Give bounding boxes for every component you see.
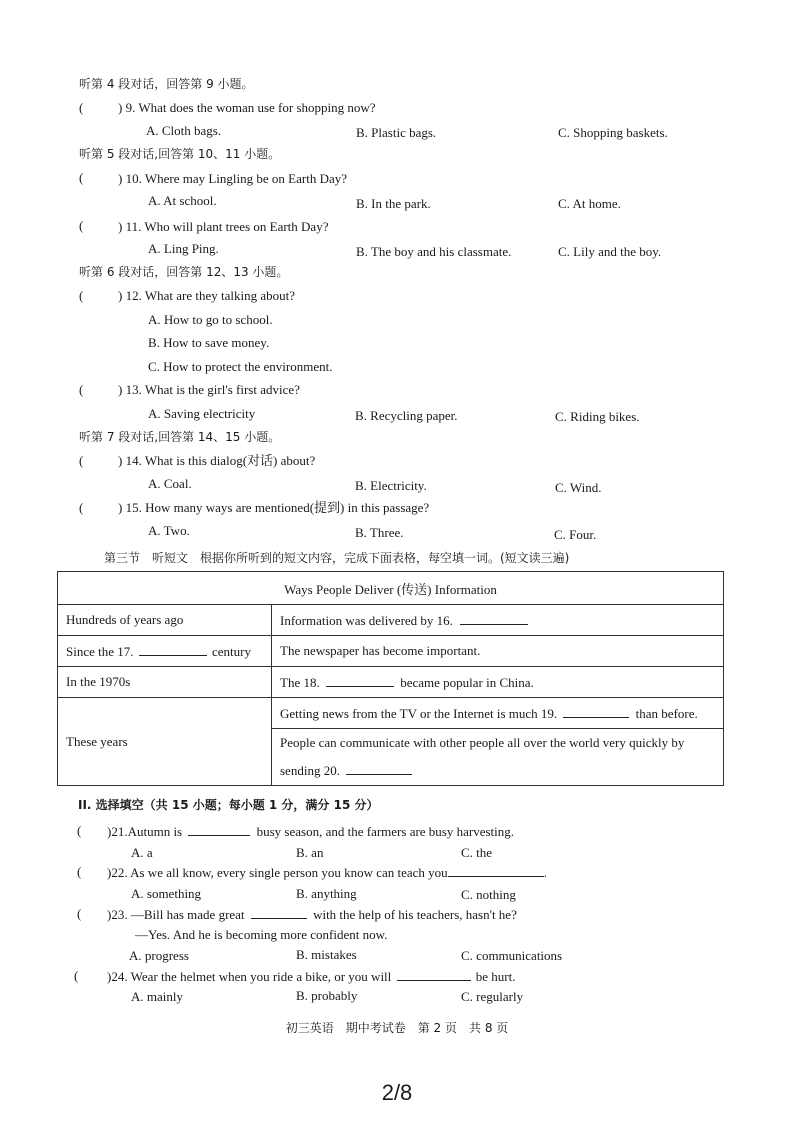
q9-option-c[interactable]: C. Shopping baskets. bbox=[558, 125, 668, 140]
blank-18[interactable] bbox=[326, 674, 394, 687]
table-cell-right bbox=[272, 698, 724, 729]
table-cell-right: The newspaper has become important. bbox=[272, 636, 724, 667]
q12-option-b[interactable]: B. How to save money. bbox=[148, 335, 270, 350]
q12-option-c[interactable]: C. How to protect the environment. bbox=[148, 359, 333, 374]
q23-blank[interactable] bbox=[251, 906, 307, 919]
table-cell-right bbox=[272, 667, 724, 698]
q14-option-b[interactable]: B. Electricity. bbox=[355, 478, 427, 493]
q21-stem-pre: )21.Autumn is bbox=[107, 824, 183, 839]
q12-stem: ) 12. What are they talking about? bbox=[118, 288, 296, 303]
q23-option-c[interactable]: C. communications bbox=[461, 948, 563, 963]
q9-option-b[interactable]: B. Plastic bags. bbox=[356, 125, 437, 140]
table-cell-left: Hundreds of years ago bbox=[58, 605, 272, 636]
q23-option-b[interactable]: B. mistakes bbox=[296, 947, 357, 962]
q11-option-b[interactable]: B. The boy and his classmate. bbox=[356, 244, 512, 259]
q22-stem-text: )22. As we all know, every single person you know can teach you bbox=[107, 865, 448, 880]
q24-option-a[interactable]: A. mainly bbox=[131, 989, 183, 1004]
page-number: 2/8 bbox=[381, 1080, 413, 1105]
q15-stem: ) 15. How many ways are mentioned(提到) in this passage? bbox=[118, 500, 430, 515]
q22-option-c[interactable]: C. nothing bbox=[461, 887, 516, 902]
q9-paren[interactable]: ( bbox=[79, 100, 84, 115]
q24-paren[interactable]: ( bbox=[74, 968, 79, 983]
q23-paren[interactable]: ( bbox=[77, 906, 82, 921]
q22-option-a[interactable]: A. something bbox=[131, 886, 202, 901]
q21-option-a[interactable]: A. a bbox=[131, 845, 153, 860]
q11-paren[interactable]: ( bbox=[79, 218, 84, 233]
q21-blank[interactable] bbox=[188, 823, 250, 836]
q15-paren[interactable]: ( bbox=[79, 500, 84, 515]
blank-20-line1: People can communicate with other people all over the world very quickly by bbox=[280, 735, 685, 750]
q9-stem: ) 9. What does the woman use for shopping now? bbox=[118, 100, 376, 115]
q23-stem-pre: )23. —Bill has made great bbox=[107, 907, 245, 922]
blank-17-pre: Since the 17. bbox=[66, 643, 134, 659]
table-cell-left: These years bbox=[58, 698, 272, 786]
q14-option-c[interactable]: C. Wind. bbox=[555, 480, 602, 495]
blank-19-pre: Getting news from the TV or the Internet is much 19. bbox=[280, 705, 558, 721]
q22-option-b[interactable]: B. anything bbox=[296, 886, 357, 901]
table-cell-right bbox=[272, 729, 724, 786]
blank-16[interactable] bbox=[460, 612, 528, 625]
q12-paren[interactable]: ( bbox=[79, 288, 84, 303]
q24-option-c[interactable]: C. regularly bbox=[461, 989, 524, 1004]
table-row bbox=[58, 636, 724, 667]
q21-paren[interactable]: ( bbox=[77, 823, 82, 838]
q24-option-b[interactable]: B. probably bbox=[296, 988, 358, 1003]
blank-17[interactable] bbox=[139, 643, 207, 656]
part-2-header: II. 选择填空（共 15 小题；每小题 1 分，满分 15 分） bbox=[78, 798, 379, 812]
blank-18-pre: The 18. bbox=[280, 674, 320, 690]
table-cell-left bbox=[58, 636, 272, 667]
q13-stem: ) 13. What is the girl's first advice? bbox=[118, 382, 300, 397]
q22-blank[interactable] bbox=[448, 864, 544, 877]
q22-stem: )22. As we all know, every single person you know can teach you . bbox=[107, 865, 547, 880]
blank-20-line2: sending 20. bbox=[280, 763, 340, 778]
q14-option-a[interactable]: A. Coal. bbox=[148, 476, 192, 491]
q21-option-b[interactable]: B. an bbox=[296, 845, 324, 860]
q15-option-c[interactable]: C. Four. bbox=[554, 527, 597, 542]
dialogue-5-header: 听第 5 段对话,回答第 10、11 小题。 bbox=[79, 147, 281, 161]
q13-option-c[interactable]: C. Riding bikes. bbox=[555, 409, 640, 424]
q11-option-a[interactable]: A. Ling Ping. bbox=[148, 241, 219, 256]
table-cell-left: In the 1970s bbox=[58, 667, 272, 698]
q15-option-b[interactable]: B. Three. bbox=[355, 525, 404, 540]
q13-option-b[interactable]: B. Recycling paper. bbox=[355, 408, 458, 423]
q14-paren[interactable]: ( bbox=[79, 453, 84, 468]
section-3-instruction: 第三节 听短文 根据你所听到的短文内容，完成下面表格，每空填一词。(短文读三遍) bbox=[104, 551, 570, 565]
q15-option-a[interactable]: A. Two. bbox=[148, 523, 190, 538]
table-title: Ways People Deliver (传送) Information bbox=[58, 572, 724, 605]
q13-paren[interactable]: ( bbox=[79, 382, 84, 397]
q10-stem: ) 10. Where may Lingling be on Earth Day? bbox=[118, 171, 347, 186]
info-table bbox=[57, 571, 724, 786]
table-row bbox=[58, 667, 724, 698]
q10-option-b[interactable]: B. In the park. bbox=[356, 196, 431, 211]
dialogue-4-header: 听第 4 段对话，回答第 9 小题。 bbox=[79, 77, 254, 91]
q14-stem: ) 14. What is this dialog(对话) about? bbox=[118, 453, 316, 468]
q23-option-a[interactable]: A. progress bbox=[129, 948, 189, 963]
dialogue-7-header: 听第 7 段对话,回答第 14、15 小题。 bbox=[79, 430, 281, 444]
blank-18-post: became popular in China. bbox=[400, 674, 534, 690]
q10-paren[interactable]: ( bbox=[79, 170, 84, 185]
q23-reply: —Yes. And he is becoming more confident now. bbox=[135, 927, 388, 942]
q10-option-a[interactable]: A. At school. bbox=[148, 193, 217, 208]
q9-option-a[interactable]: A. Cloth bags. bbox=[146, 123, 222, 138]
q21-option-c[interactable]: C. the bbox=[461, 845, 493, 860]
q11-option-c[interactable]: C. Lily and the boy. bbox=[558, 244, 662, 259]
q23-stem-post: with the help of his teachers, hasn't he? bbox=[313, 907, 517, 922]
page-footer: 初三英语 期中考试卷 第 2 页 共 8 页 bbox=[285, 1021, 509, 1035]
q12-option-a[interactable]: A. How to go to school. bbox=[148, 312, 273, 327]
table-row bbox=[58, 605, 724, 636]
blank-19-post: than before. bbox=[635, 705, 698, 721]
table-row bbox=[58, 698, 724, 729]
q11-stem: ) 11. Who will plant trees on Earth Day? bbox=[118, 219, 329, 234]
q24-stem-pre: )24. Wear the helmet when you ride a bike, or you will bbox=[107, 969, 392, 984]
q24-stem bbox=[107, 968, 516, 985]
table-cell-right bbox=[272, 605, 724, 636]
q24-stem-post: be hurt. bbox=[475, 969, 516, 984]
q21-stem-post: busy season, and the farmers are busy harvesting. bbox=[256, 824, 515, 839]
q24-blank[interactable] bbox=[397, 968, 471, 981]
q23-stem bbox=[107, 906, 517, 923]
blank-17-post: century bbox=[212, 643, 251, 659]
blank-16-text: Information was delivered by 16. bbox=[280, 612, 453, 628]
dialogue-6-header: 听第 6 段对话，回答第 12、13 小题。 bbox=[79, 265, 289, 279]
blank-20[interactable] bbox=[346, 762, 412, 775]
q21-stem bbox=[107, 823, 514, 840]
q22-paren[interactable]: ( bbox=[77, 864, 82, 879]
q13-option-a[interactable]: A. Saving electricity bbox=[148, 406, 256, 421]
q10-option-c[interactable]: C. At home. bbox=[558, 196, 621, 211]
blank-19[interactable] bbox=[563, 705, 629, 718]
